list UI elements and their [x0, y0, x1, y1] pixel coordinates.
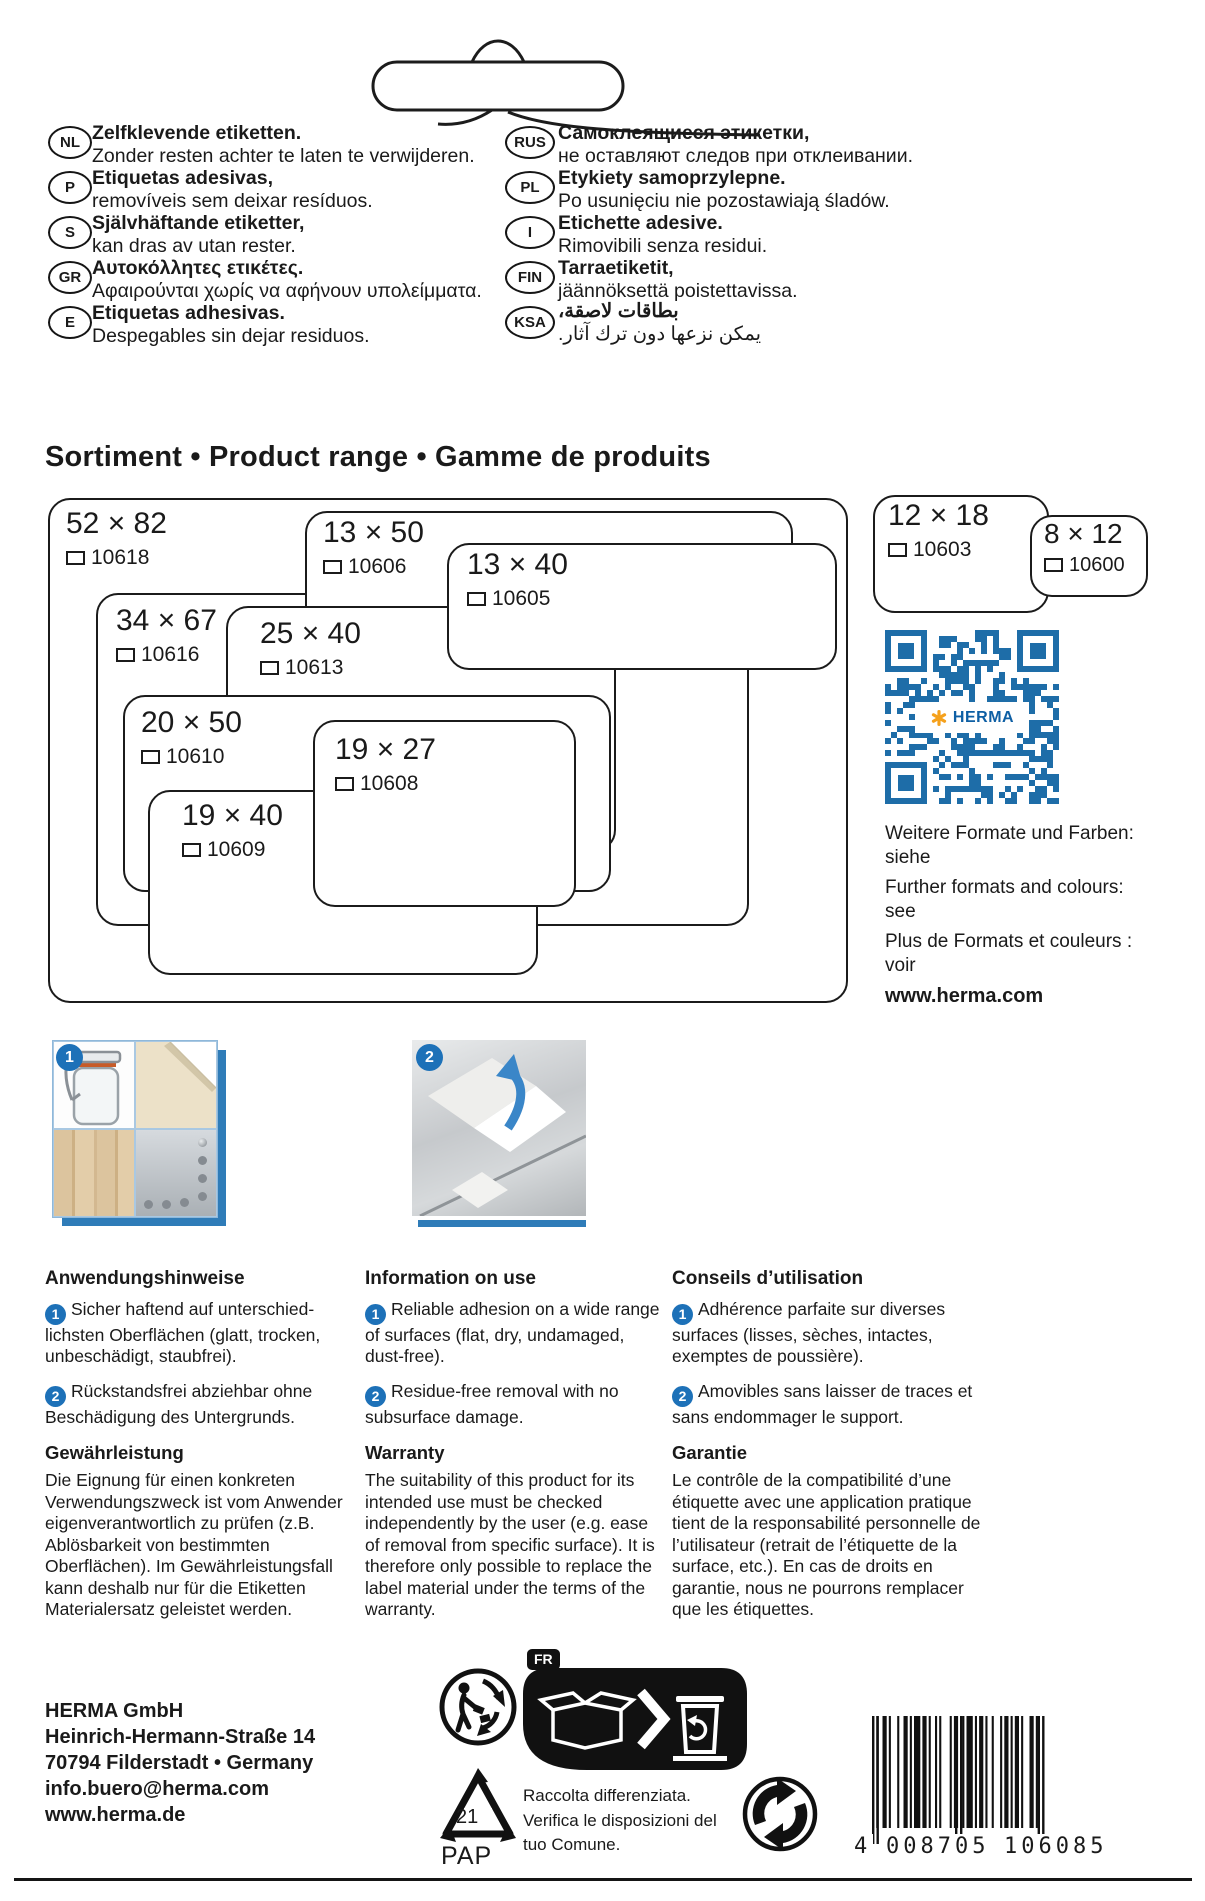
usage-item: 2 Amovibles sans laisser de traces et sans endommager le support. [672, 1380, 973, 1427]
format-box-19x27 [313, 720, 576, 907]
column-english [365, 1268, 663, 1634]
format-box-8x12 [1030, 515, 1148, 597]
format-code: 10606 [323, 555, 424, 579]
lang-text-gr: Αυτοκόλλητες ετικέτες. Αφαιρούνται χωρίς να αφήνουν υπολείμματα. [92, 257, 482, 302]
usage-item: 2 Residue-free removal with no subsurface damage. [365, 1380, 619, 1427]
number-badge-icon: 2 [45, 1386, 66, 1407]
section-heading: Sortiment • Product range • Gamme de produits [45, 441, 711, 473]
qr-finder-icon [1017, 630, 1059, 672]
format-size: 52 × 82 [66, 507, 167, 540]
usage-item: 1 Adhérence parfaite sur diverses surfaces (lisses, sèches, intactes, exemptes de poussière). [672, 1298, 946, 1367]
bottom-edge-line [14, 1878, 1192, 1881]
column-heading: Anwendungshinweise [45, 1268, 245, 1289]
herma-asterisk-icon [930, 709, 948, 727]
column-subheading: Warranty [365, 1441, 445, 1463]
barcode-digit: 106085 [1004, 1834, 1108, 1859]
rivet-dots [198, 1138, 207, 1147]
lang-oval-ksa: KSA [505, 306, 555, 339]
order-square-icon [116, 648, 135, 662]
format-size: 13 × 50 [323, 516, 424, 549]
order-square-icon [1044, 558, 1063, 572]
photo-badge-1: 1 [56, 1044, 83, 1071]
column-subheading: Garantie [672, 1441, 748, 1463]
order-square-icon [141, 750, 160, 764]
warranty-text: Die Eignung für einen konkreten Verwendungszweck ist vom Anwender eigenverantwortlich zu prüfen (z.B. Ablösbarkeit von bestimmten Oberflächen). Im Gewährleistungsfall kann deshalb nur für die Etiketten Materialersatz geleistet werden. [45, 1470, 343, 1619]
lang-text-nl: Zelfklevende etiketten. Zonder resten achter te laten te verwijderen. [92, 122, 475, 167]
more-formats-de: Weitere Formate und Farben: siehe [885, 823, 1134, 868]
company-address: HERMA GmbH Heinrich-Hermann-Straße 14 70794 Filderstadt • Germany info.buero@herma.com www.herma.de [45, 1700, 316, 1826]
format-code: 10616 [116, 643, 217, 667]
qr-code [885, 630, 1059, 804]
column-french [672, 1268, 990, 1634]
barcode-digit: 4 [854, 1834, 872, 1859]
lang-oval-fin: FIN [505, 261, 555, 294]
number-badge-icon: 1 [672, 1304, 693, 1325]
warranty-text: Le contrôle de la compatibilité d’une étiquette avec une application pratique tient de la responsabilité personnelle de l’utilisateur (retrait de l’étiquette de la surface, etc.). En cas de droits en garantie, nous ne pourrons remplacer que les étiquettes. [672, 1470, 981, 1619]
format-code: 10605 [467, 587, 568, 611]
qr-finder-icon [885, 630, 927, 672]
photo-shadow [418, 1220, 586, 1227]
lang-oval-gr: GR [48, 261, 92, 294]
format-size: 20 × 50 [141, 706, 242, 739]
column-german [45, 1268, 347, 1634]
column-heading: Conseils d’utilisation [672, 1268, 864, 1289]
photo-peeling [412, 1040, 592, 1232]
lang-text-fin: Tarraetiketit, jäännöksettä poistettavissa. [558, 257, 798, 302]
photo-surfaces [52, 1040, 242, 1232]
lang-text-ksa: بطاقات لاصقة، يمكن نزعها دون ترك آثار. [558, 300, 762, 345]
photo-label-corner [136, 1042, 216, 1128]
order-square-icon [66, 551, 85, 565]
order-square-icon [888, 543, 907, 557]
lang-text-pl: Etykiety samoprzylepne. Po usunięciu nie pozostawiają śladów. [558, 167, 890, 212]
photo-metal [136, 1130, 216, 1216]
green-dot-icon [740, 1774, 820, 1854]
herma-logo-text: HERMA [952, 708, 1015, 726]
usage-item: 1 Reliable adhesion on a wide range of surfaces (flat, dry, undamaged, dust-free). [365, 1298, 660, 1367]
order-square-icon [260, 661, 279, 675]
lang-oval-rus: RUS [505, 126, 555, 159]
format-box-12x18 [873, 495, 1049, 613]
raccolta-note: Raccolta differenziata. Verifica le disposizioni del tuo Comune. [523, 1786, 717, 1854]
more-formats-en: Further formats and colours: see [885, 877, 1124, 922]
format-box-13x40 [447, 543, 837, 670]
order-square-icon [467, 592, 486, 606]
more-formats-fr: Plus de Formats et couleurs : voir [885, 931, 1133, 976]
qr-logo-band [915, 702, 1029, 733]
lang-oval-s: S [48, 216, 92, 249]
number-badge-icon: 2 [365, 1386, 386, 1407]
format-code: 10603 [888, 538, 989, 562]
sorting-sign [523, 1668, 747, 1770]
column-subheading: Gewährleistung [45, 1441, 184, 1463]
format-code: 10610 [141, 745, 242, 769]
format-size: 25 × 40 [260, 617, 361, 650]
format-code: 10600 [1044, 553, 1125, 577]
format-size: 8 × 12 [1044, 518, 1123, 549]
format-code: 10608 [335, 772, 436, 796]
lang-text-e: Etiquetas adhesivas. Despegables sin dejar residuos. [92, 302, 370, 347]
order-square-icon [323, 560, 342, 574]
lang-text-p: Etiquetas adesivas, removíveis sem deixar resíduos. [92, 167, 373, 212]
website-link: www.herma.com [885, 985, 1044, 1007]
lang-oval-nl: NL [48, 126, 92, 159]
order-square-icon [182, 843, 201, 857]
pap-number: 21 [456, 1806, 479, 1828]
order-square-icon [335, 777, 354, 791]
photo-badge-2: 2 [416, 1044, 443, 1071]
format-code: 10609 [182, 838, 283, 862]
lang-text-rus: Самоклеящиеся этикетки, не оставляют следов при отклеивании. [558, 122, 914, 167]
photo-wood [54, 1130, 134, 1216]
format-code: 10618 [66, 546, 167, 570]
lang-oval-e: E [48, 306, 92, 339]
qr-finder-icon [885, 762, 927, 804]
lang-oval-p: P [48, 171, 92, 204]
number-badge-icon: 2 [672, 1386, 693, 1407]
fr-tab: FR [527, 1649, 560, 1670]
format-size: 34 × 67 [116, 604, 217, 637]
lang-text-i: Etichette adesive. Rimovibili senza residui. [558, 212, 768, 257]
usage-item: 2 Rückstandsfrei abziehbar ohne Beschädigung des Untergrunds. [45, 1380, 313, 1427]
barcode-digit: 008705 [886, 1834, 990, 1859]
format-size: 19 × 40 [182, 799, 283, 832]
lang-text-s: Självhäftande etiketter, kan dras av utan rester. [92, 212, 305, 257]
format-size: 13 × 40 [467, 548, 568, 581]
pap-label: PAP [441, 1842, 493, 1870]
format-size: 19 × 27 [335, 733, 436, 766]
format-size: 12 × 18 [888, 499, 989, 532]
number-badge-icon: 1 [365, 1304, 386, 1325]
usage-item: 1 Sicher haftend auf unterschied-lichsten Oberflächen (glatt, trocken, unbeschädigt, staubfrei). [45, 1298, 321, 1367]
number-badge-icon: 1 [45, 1304, 66, 1325]
tidyman-icon [437, 1666, 519, 1748]
column-heading: Information on use [365, 1268, 536, 1289]
format-code: 10613 [260, 656, 361, 680]
warranty-text: The suitability of this product for its intended use must be checked independently by the user (e.g. ease of removal from specific surface). It is therefore only possible to replace the label material under the terms of the warranty. [365, 1470, 655, 1619]
lang-oval-i: I [505, 216, 555, 249]
lang-oval-pl: PL [505, 171, 555, 204]
